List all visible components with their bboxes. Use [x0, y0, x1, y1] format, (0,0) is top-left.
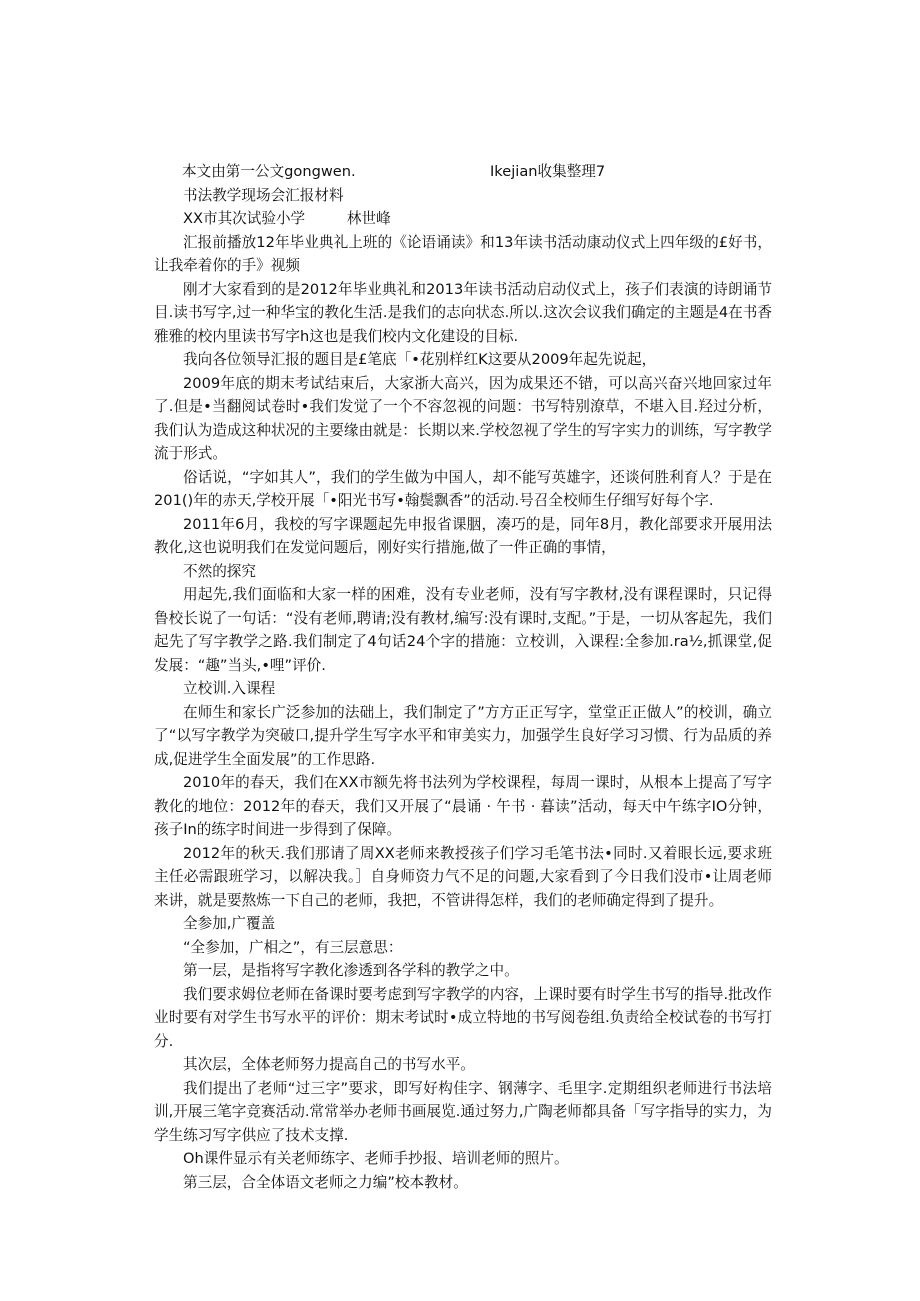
paragraph-11: 2010年的春天，我们在XX市额先将书法列为学校课程，每周一课时，从根本上提高了写字教化的地位：2012年的春天，我们又开展了“晨诵 · 午书 · 暮读”活动，每天中午练字IO分钟，孩子In的练字时间进一步得到了保障。: [154, 774, 772, 838]
paragraph-19: Oh课件显示有关老师练字、老师手抄报、培训老师的照片。: [183, 1150, 569, 1167]
paragraph-20: 第三层，合全体语文老师之力编”校本教材。: [183, 1173, 468, 1191]
paragraph-3: 我向各位领导汇报的题目是£笔底「•花别样红K这要从2009年起先说起，: [183, 351, 657, 368]
source-header: [154, 160, 772, 184]
paragraph-17: 其次层，全体老师努力提高自己的书写水平。: [183, 1056, 475, 1073]
paragraph-16: 我们要求姆位老师在备课时要考虑到写字教学的内容，上课时要有时学生书写的指导.批改作业时要有对学生书写水平的评价：期末考试时•成立特地的书写阅卷组.负责给全校试卷的书写打分.: [154, 985, 772, 1050]
paragraph-5: 俗话说，“字如其人”，我们的学生做为中国人，却不能写英雄字，还谈何胜利育人？于是在201()年的赤天,学校开展「•阳光书写•翰鬓飘香”的活动.号召全校师生仔细写好每个字.: [154, 468, 772, 509]
section-heading-3: 全参加,广覆盖: [183, 915, 276, 932]
author-line: XX市其次试验小学 林世峰: [183, 210, 391, 227]
paragraph-18: 我们提出了老师“过三字”要求，即写好构佳字、钢薄字、毛里字.定期组织老师进行书法培训,开展三笔字竞赛活动.常常举办老师书画展览.通过努力,广陶老师都具备「写字指导的实力，为学生练习写字供应了技术支撑.: [154, 1079, 772, 1144]
paragraph-14: “全参加，广相之”，有三层意思：: [183, 938, 403, 956]
paragraph-8: 用起先,我们面临和大家一样的困难，没有专业老师，没有写字教材,没有课程课时，只记得鲁校长说了一句话：“没有老师,聘请;没有教材,编写:没有课时,支配。”于是，一切从客起先，我们起先了写字教学之路.我们制定了4句话24个字的措施：立校训，入课程:全参加.ra½,抓课堂,促发展：“趣”当头,•哩”评价.: [154, 586, 772, 674]
paragraph-2: 刚才大家看到的是2012年毕业典礼和2013年读书活动启动仪式上，孩子们表演的诗朗诵节目.读书写字,过一种华宝的教化生活.是我们的志向状态.所以.这次会议我们确定的主题是4在书香雅雅的校内里读书写字h这也是我们校内文化建设的目标.: [154, 280, 772, 345]
source-header-right: Ikejian收集整理7: [490, 163, 606, 180]
paragraph-4: 2009年底的期末考试结束后，大家浙大高兴，因为成果还不错，可以高兴奋兴地回家过年了.但是•当翻阅试卷时•我们发觉了一个不容忽视的问题：书写特别潦草，不堪入目.羟过分析，我们认为造成这种状况的主要缘由就是：长期以来.学校忽视了学生的写字实力的训练，写字教学流于形式。: [154, 374, 772, 462]
paragraph-6: 2011年6月，我校的写字课题起先申报省课胭，凑巧的是，同年8月，教化部要求开展用法教化,这也说明我们在发觉问题后，刚好实行措施,做了一件正确的事情，: [154, 515, 772, 556]
document-body: [154, 160, 772, 1194]
paragraph-12: 2012年的秋天.我们那请了周XX老师来教授孩子们学习毛笔书法•同时.又着眼长远,要求班主任必需跟班学习，以解决我。］自身师资力气不足的问题,大家看到了今日我们没市•让周老师来讲，就是要熬炼一下自己的老师，我把，不管讲得怎样，我们的老师确定得到了提升。: [154, 844, 772, 909]
document-title: 书法教学现场会汇报材料: [183, 186, 344, 204]
section-heading-1: 不然的探究: [183, 562, 256, 580]
source-header-left: 本文由第一公文gongwen.: [182, 163, 356, 180]
paragraph-15: 第一层，是指将写字教化渗透到各学科的教学之中。: [183, 962, 519, 979]
section-heading-2: 立校训.入课程: [183, 680, 276, 697]
paragraph-1: 汇报前播放12年毕业典礼上班的《论语诵读》和13年读书活动康动仪式上四年级的£好书，让我牵着你的手》视频: [154, 233, 772, 274]
paragraph-10: 在师生和家长广泛参加的法础上，我们制定了”方方正正写字，堂堂正正做人”的校训，确立了“以写字教学为突破口,提升学生写字水平和审美实力，加强学生良好学习习惯、行为品质的养成,促进学生全面发展”的工作思路.: [154, 703, 772, 768]
